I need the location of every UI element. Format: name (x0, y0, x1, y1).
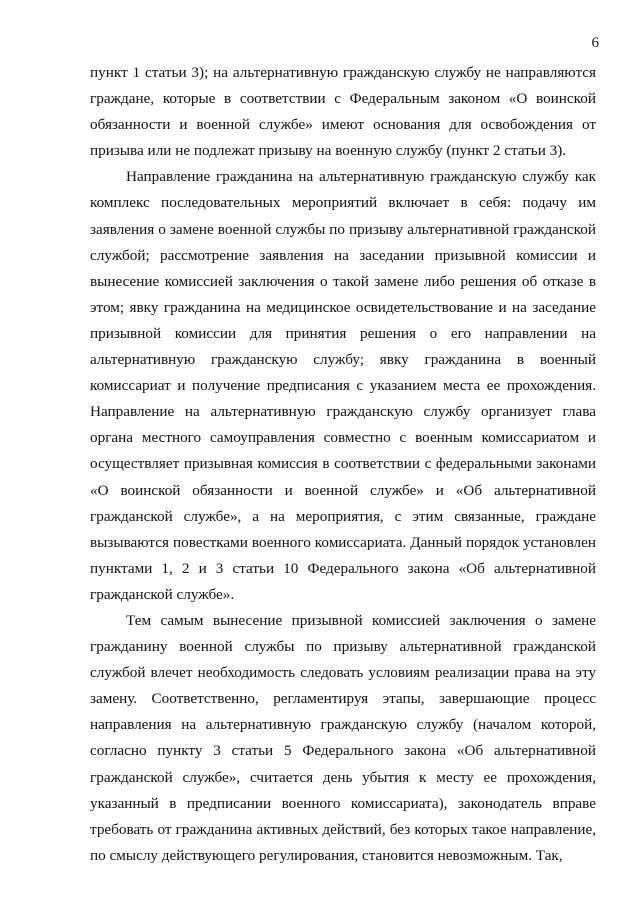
paragraph-referral-procedure: Направление гражданина на альтернативную гражданскую службу как комплекс последовательных мероприятий включает в себя: подачу им заявления о замене военной службы по призыву альтернативной гражданской службой; рассмотрение заявления на заседании призывной комиссии и вынесение комиссией заключения о такой замене либо решения об отказе в этом; явку гражданина на медицинское освидетельствование и на заседание призывной комиссии для принятия решения о его направлении на альтернативную гражданскую службу; явку гражданина в военный комиссариат и получение предписания с указанием места ее прохождения. Направление на альтернативную гражданскую службу организует глава органа местного самоуправления совместно с военным комиссариатом и осуществляет призывная комиссия в соответствии с федеральными законами «О воинской обязанности и военной службе» и «Об альтернативной гражданской службе», а на мероприятия, с этим связанные, граждане вызываются повестками военного комиссариата. Данный порядок установлен пунктами 1, 2 и 3 статьи 10 Федерального закона «Об альтернативной гражданской службе». (90, 168, 596, 603)
document-body (90, 60, 596, 869)
paragraph-commission-conclusion: Тем самым вынесение призывной комиссией заключения о замене гражданину военной службы по призыву альтернативной гражданской службой влечет необходимость следовать условиям реализации права на эту замену. Соответственно, регламентируя этапы, завершающие процесс направления на альтернативную гражданскую службу (началом которой, согласно пункту 3 статьи 5 Федерального закона «Об альтернативной гражданской службе», считается день убытия к месту ее прохождения, указанный в предписании военного комиссариата), законодатель вправе требовать от гражданина активных действий, без которых такое направление, по смыслу действующего регулирования, становится невозможным. Так, (90, 611, 596, 864)
paragraph-continuation: пункт 1 статьи 3); на альтернативную гражданскую службу не направляются граждане, которые в соответствии с Федеральным законом «О воинской обязанности и военной службе» имеют основания для освобождения от призыва или не подлежат призыву на военную службу (пункт 2 статьи 3). (90, 64, 596, 160)
page-number: 6 (591, 35, 599, 51)
